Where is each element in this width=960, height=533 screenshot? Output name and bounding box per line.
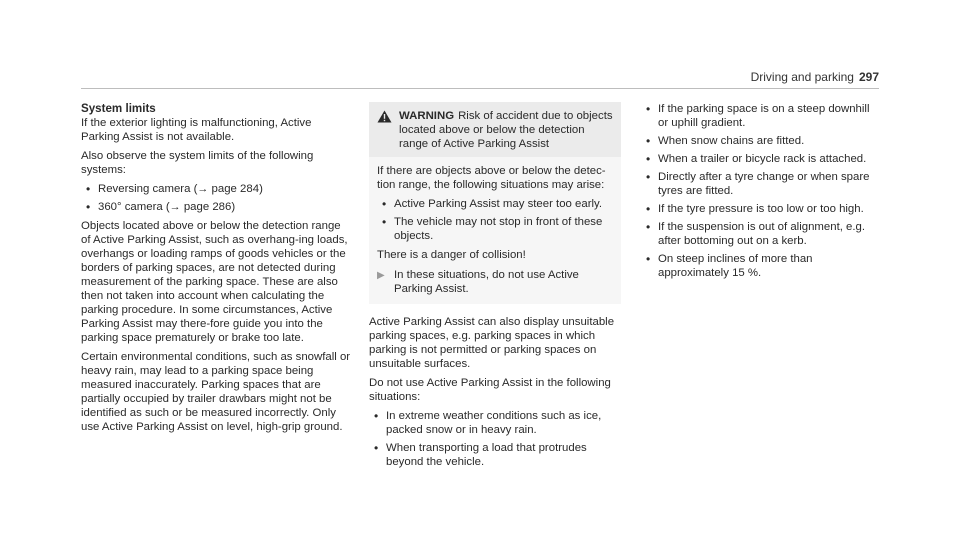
bullet-list <box>369 409 621 469</box>
list-item: • When snow chains are fitted. <box>641 134 879 148</box>
page-number: 297 <box>858 70 879 84</box>
list-item: • On steep inclines of more than approximately 15 %. <box>641 252 879 280</box>
column-right <box>641 102 879 285</box>
list-item: • When a trailer or bicycle rack is attached. <box>641 152 879 166</box>
page-link[interactable]: page 284) <box>208 183 263 195</box>
list-item: • If the tyre pressure is too low or too high. <box>641 202 879 216</box>
section-heading: System limits <box>81 102 156 115</box>
section-title: Driving and parking <box>750 70 854 84</box>
warning-header <box>369 102 621 157</box>
list-item: • If the parking space is on a steep downhill or uphill gradient. <box>641 102 879 130</box>
play-arrow-icon: ▶ <box>377 270 385 281</box>
column-middle <box>369 102 621 474</box>
column-left <box>81 102 353 439</box>
danger-text: There is a danger of collision! <box>377 249 526 261</box>
paragraph: Also observe the system limits of the following systems: <box>81 150 314 176</box>
warning-label: WARNING <box>399 110 455 122</box>
warning-box <box>369 102 621 304</box>
paragraph: Active Parking Assist can also display unsuitable parking spaces, e.g. parking spaces in which parking is not permitted or parking spaces on unsuitable surfaces. <box>369 316 615 370</box>
list-item: • In extreme weather conditions such as ice, packed snow or in heavy rain. <box>369 409 621 437</box>
warning-title: Risk of accident due to objects located above or below the detection range of Active Parking Assist <box>399 110 613 150</box>
header-divider <box>81 88 879 89</box>
action-text: In these situations, do not use Active Parking Assist. <box>394 269 579 295</box>
running-header <box>751 70 879 84</box>
paragraph: If there are objects above or below the detec-tion range, the following situations may arise: <box>377 165 606 191</box>
paragraph: If the exterior lighting is malfunctioning, Active Parking Assist is not available. <box>81 117 312 143</box>
page-link[interactable]: page 286) <box>180 201 236 213</box>
reference-item: • 360° camera (→ page 286) <box>81 200 353 214</box>
paragraph: Objects located above or below the detection range of Active Parking Assist, such as overhang-ing loads, overhangs or loading ramps of goods vehicles or the borders of parking spaces, are not detected during measurement of the parking space. These are also then not taken into account when calculating the parking procedure. In some circumstances, Active Parking Assist may there-fore guide you into the parking space prematurely or brake too late. <box>81 220 348 344</box>
list-item: • Directly after a tyre change or when spare tyres are fitted. <box>641 170 879 198</box>
arrow-icon: → <box>169 201 181 213</box>
list-item: • Active Parking Assist may steer too early. <box>377 197 613 211</box>
list-item: • If the suspension is out of alignment, e.g. after bottoming out on a kerb. <box>641 220 879 248</box>
paragraph: Certain environmental conditions, such as snowfall or heavy rain, may lead to a parking space being measured inaccurately. Parking spaces that are partially occupied by trailer drawbars might not be identified as such or be measured incorrectly. Only use Active Parking Assist on level, high-grip ground. <box>81 351 351 433</box>
bullet-list <box>377 197 613 243</box>
warning-body <box>369 157 621 304</box>
list-item: • When transporting a load that protrudes beyond the vehicle. <box>369 441 621 469</box>
paragraph: Do not use Active Parking Assist in the following situations: <box>369 377 611 403</box>
bullet-list <box>641 102 879 280</box>
arrow-icon: → <box>197 183 209 195</box>
action-instruction <box>377 268 613 296</box>
reference-list <box>81 182 353 214</box>
warning-triangle-icon <box>377 109 399 151</box>
reference-item: • Reversing camera (→ page 284) <box>81 182 353 196</box>
list-item: • The vehicle may not stop in front of these objects. <box>377 215 613 243</box>
